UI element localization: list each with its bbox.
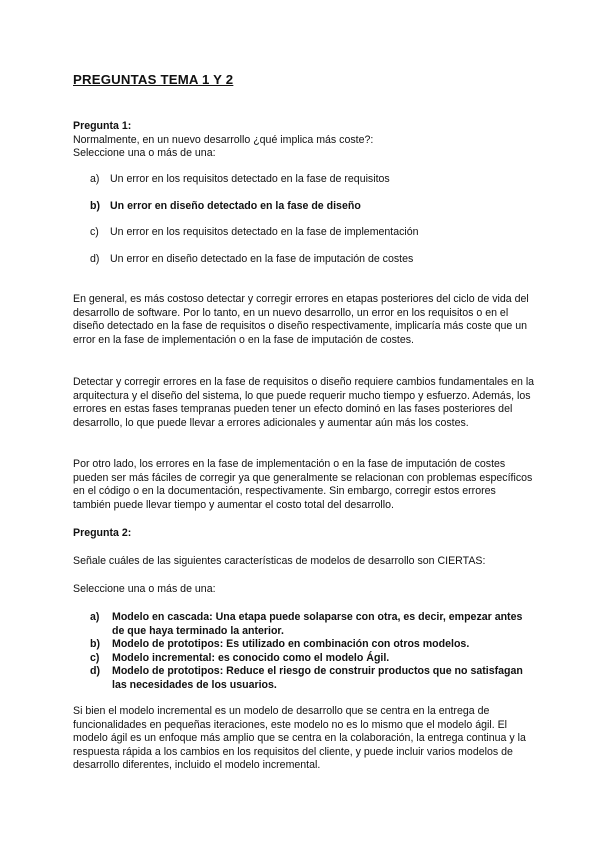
option-label: d) bbox=[90, 665, 100, 678]
question-1-heading: Pregunta 1: bbox=[73, 120, 132, 132]
option-text: Modelo de prototipos: Reduce el riesgo de construir productos que no satisfagan las necesidades de los usuarios. bbox=[112, 665, 523, 691]
question-1-explanation-1: En general, es más costoso detectar y corregir errores en etapas posteriores del ciclo de vida del desarrollo de software. Por lo tanto, en un nuevo desarrollo, un error en los requisitos o en el diseño detectado en la fase de requisitos o diseño respectivamente, implicaría más coste que un error en la fase de implementación o en la fase de imputación de costes. bbox=[73, 293, 529, 346]
option-text: Un error en los requisitos detectado en la fase de requisitos bbox=[110, 173, 390, 185]
question-1-text: Normalmente, en un nuevo desarrollo ¿qué implica más coste?: bbox=[73, 133, 374, 146]
question-1-header bbox=[73, 120, 535, 161]
option-label: a) bbox=[90, 611, 100, 623]
question-2-options bbox=[90, 611, 530, 693]
option-label: c) bbox=[90, 226, 99, 238]
question-1-explanation-2: Detectar y corregir errores en la fase de requisitos o diseño requiere cambios fundamentales en la arquitectura y el diseño del sistema, lo que puede requerir mucho tiempo y esfuerzo. Además, los errores en estas fases tempranas pueden tener un efecto dominó en las fases posteriores del desarrollo, lo que puede llevar a errores adicionales y aumentar aún más los costes. bbox=[73, 376, 535, 429]
option-label: b) bbox=[90, 200, 100, 212]
option-text: Un error en diseño detectado en la fase de imputación de costes bbox=[110, 253, 414, 265]
question-2-instruction: Seleccione una o más de una: bbox=[73, 583, 216, 595]
option-label: c) bbox=[90, 651, 100, 664]
question-2-option-d bbox=[90, 665, 530, 692]
question-2-option-a bbox=[90, 611, 530, 638]
question-1-option-c bbox=[90, 226, 419, 240]
question-2-option-c bbox=[90, 652, 530, 666]
question-1-option-a bbox=[90, 173, 390, 187]
option-text: Un error en diseño detectado en la fase de diseño bbox=[110, 200, 361, 212]
question-1-instruction: Seleccione una o más de una: bbox=[73, 147, 216, 160]
option-text: Modelo de prototipos: Es utilizado en combinación con otros modelos. bbox=[112, 638, 470, 651]
option-label: d) bbox=[90, 253, 100, 265]
question-2-text: Señale cuáles de las siguientes características de modelos de desarrollo son CIERTAS: bbox=[73, 555, 486, 567]
question-2-heading: Pregunta 2: bbox=[73, 527, 132, 539]
question-1-explanation-3: Por otro lado, los errores en la fase de implementación o en la fase de imputación de costes pueden ser más fáciles de corregir ya que generalmente se relacionan con problemas específicos en el código o en la documentación, respectivamente. Sin embargo, corregir estos errores también puede llevar tiempo y aumentar el costo total del desarrollo. bbox=[73, 458, 533, 511]
option-text: Un error en los requisitos detectado en la fase de implementación bbox=[110, 226, 419, 238]
option-label: a) bbox=[90, 173, 100, 185]
option-text: Modelo en cascada: Una etapa puede solaparse con otra, es decir, empezar antes de que haya terminado la anterior. bbox=[112, 611, 523, 637]
question-1-option-d bbox=[90, 253, 413, 267]
question-2-explanation: Si bien el modelo incremental es un modelo de desarrollo que se centra en la entrega de funcionalidades en pequeñas iteraciones, este modelo no es lo mismo que el modelo ágil. El modelo ágil es un enfoque más amplio que se centra en la colaboración, la entrega continua y la respuesta rápida a los cambios en los requisitos del cliente, y puede incluir varios modelos de desarrollo diferentes, incluido el modelo incremental. bbox=[73, 705, 526, 772]
question-1-option-b bbox=[90, 200, 361, 214]
question-2-option-b bbox=[90, 638, 530, 652]
option-label: b) bbox=[90, 638, 100, 651]
option-text: Modelo incremental: es conocido como el modelo Ágil. bbox=[112, 651, 390, 664]
page-title: PREGUNTAS TEMA 1 Y 2 bbox=[73, 72, 234, 87]
